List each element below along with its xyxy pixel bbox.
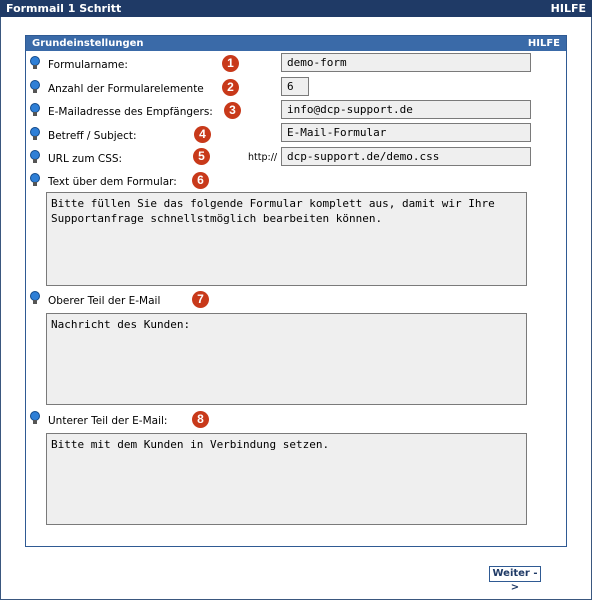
step-badge-4: 4 xyxy=(194,126,211,143)
panel-title: Grundeinstellungen xyxy=(32,38,144,49)
lightbulb-icon xyxy=(29,80,41,94)
step-badge-3: 3 xyxy=(224,102,241,119)
lightbulb-icon xyxy=(29,150,41,164)
email-header-textarea[interactable]: Nachricht des Kunden: xyxy=(46,313,527,405)
panel-header xyxy=(26,36,566,51)
field-label-intro-text: Text über dem Formular: xyxy=(48,176,177,188)
window-help-link[interactable]: HILFE xyxy=(550,2,586,15)
window-titlebar xyxy=(0,0,592,17)
window-title: Formmail 1 Schritt xyxy=(6,2,122,15)
next-button[interactable]: Weiter -> xyxy=(489,566,541,582)
css-url-input[interactable]: dcp-support.de/demo.css xyxy=(281,147,531,166)
step-badge-7: 7 xyxy=(192,291,209,308)
element-count-input[interactable]: 6 xyxy=(281,77,309,96)
recipient-email-input[interactable]: info@dcp-support.de xyxy=(281,100,531,119)
step-badge-8: 8 xyxy=(192,411,209,428)
field-label-email-header: Oberer Teil der E-Mail xyxy=(48,295,161,307)
step-badge-1: 1 xyxy=(222,55,239,72)
url-prefix: http:// xyxy=(248,152,278,163)
field-label-email-footer: Unterer Teil der E-Mail: xyxy=(48,415,168,427)
lightbulb-icon xyxy=(29,291,41,305)
lightbulb-icon xyxy=(29,173,41,187)
subject-input[interactable]: E-Mail-Formular xyxy=(281,123,531,142)
formname-input[interactable]: demo-form xyxy=(281,53,531,72)
step-badge-5: 5 xyxy=(193,148,210,165)
lightbulb-icon xyxy=(29,411,41,425)
field-label-recipient-email: E-Mailadresse des Empfängers: xyxy=(48,106,213,118)
intro-text-textarea[interactable]: Bitte füllen Sie das folgende Formular komplett aus, damit wir Ihre Supportanfrage schnellstmöglich bearbeiten können. xyxy=(46,192,527,286)
email-footer-textarea[interactable]: Bitte mit dem Kunden in Verbindung setzen. xyxy=(46,433,527,525)
field-label-css-url: URL zum CSS: xyxy=(48,153,123,165)
step-badge-2: 2 xyxy=(222,79,239,96)
lightbulb-icon xyxy=(29,127,41,141)
field-label-subject: Betreff / Subject: xyxy=(48,130,137,142)
field-label-formname: Formularname: xyxy=(48,59,128,71)
field-label-element-count: Anzahl der Formularelemente xyxy=(48,83,204,95)
lightbulb-icon xyxy=(29,103,41,117)
panel-help-link[interactable]: HILFE xyxy=(527,38,560,49)
step-badge-6: 6 xyxy=(192,172,209,189)
lightbulb-icon xyxy=(29,56,41,70)
